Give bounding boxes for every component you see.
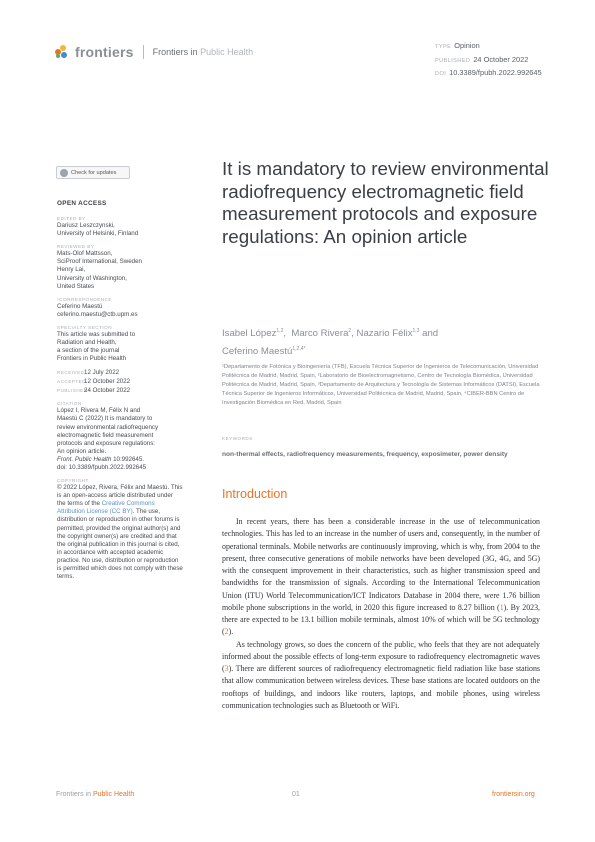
paragraph: In recent years, there has been a considerable increase in the use of telecommunication technologies. This has led to an increase in the number of users and, consequently, in the number of operational terminals. Mobile networks are continuously improving, which is why, from 2004 to the present, three consecutive generations of mobile networks have been developed (3G, 4G, and 5G) with the consequent improvement in their characteristics, such as higher transmission speed and bandwidths for the transmission of signals. According to the International Telecommunication Union (ITU) World Telecommunication/ICT Indicators Database in 2004 there, were 1.76 billion mobile phone subscriptions in the world, in 2020 this figure increased to 8.27 billion (1). By 2023, there are expected to be 13.1 billion mobile terminals, almost 10% of which will be 5G technology (2).: [222, 517, 540, 637]
copyright: © 2022 López, Rivera, Félix and Maestú. This is an open-access article distributed under the terms of the Creative Commons Attribution License (CC BY). The use, distribution or reproduction in other forums is permitted, provided the original author(s) and the copyright owner(s) are credited and that the original publication in this journal is cited, in accordance with accepted academic practice. No use, distribution or reproduction is permitted which does not comply with these terms.: [57, 484, 183, 581]
article-meta: [435, 40, 542, 81]
article-title: It is mandatory to review environmental radiofrequency electromagnetic field measurement protocols and exposure regulations: An opinion article: [222, 158, 549, 247]
page-number: 01: [292, 791, 300, 798]
author: Ceferino Maestú: [222, 345, 293, 357]
open-access-label: OPEN ACCESS: [57, 200, 107, 207]
edited-by: Dariusz Leszczynski, University of Helsinki, Finland: [57, 222, 139, 238]
meta-type: TYPE Opinion: [435, 41, 480, 50]
reviewed-by: Mats-Olof Mattsson, SciProof International, Sweden Henry Lai, University of Washington, United States: [57, 250, 142, 290]
paragraph: As technology grows, so does the concern of the public, who feels that they are not adequately informed about the possible effects of long-term exposure to radiofrequency electromagnetic waves (3). There are different sources of radiofrequency electromagnetic field radiation like base stations that allow communication between wireless devices. These base stations are located outdoors on the rooftops of buildings, and indoors like routers, laptops, and mobile phones, using wireless communication technologies such as Bluetooth or WiFi.: [222, 639, 540, 710]
specialty-section: This article was submitted to Radiation and Health, a section of the journal Frontiers in Public Health: [57, 330, 136, 363]
logo-divider: [143, 45, 144, 59]
keywords: non-thermal effects, radiofrequency measurements, frequency, exposimeter, power density: [222, 451, 508, 458]
meta-published: PUBLISHED 24 October 2022: [435, 54, 529, 64]
author: Marco Rivera: [291, 328, 349, 340]
citation-doi[interactable]: doi: 10.3389/fpubh.2022.992645: [57, 463, 147, 471]
correspondence: Ceferino Maestú ceferino.maestu@ctb.upm.es: [57, 303, 183, 319]
keywords-label: KEYWORDS: [222, 436, 253, 441]
meta-doi: DOI 10.3389/fpubh.2022.992645: [435, 68, 542, 78]
footer-journal: Frontiers in Public Health: [56, 791, 135, 798]
cc-by-license-link[interactable]: Creative Commons Attribution License (CC BY): [57, 500, 155, 516]
frontiers-logo[interactable]: [55, 44, 253, 60]
logo-text: frontiers: [75, 44, 134, 60]
reference-link[interactable]: 1: [499, 602, 504, 612]
author: Isabel López: [222, 328, 277, 340]
footer-site-link[interactable]: frontiersin.org: [492, 791, 535, 798]
reference-link[interactable]: 2: [224, 627, 229, 637]
affiliations: ¹Departamento de Fotónica y Bioingeniería (TFB), Escuela Técnica Superior de Ingenieros de Telecomunicación, Universidad Politécnica de Madrid, Madrid, Spain, ²Laboratorio de Bioelectromagnetismo, Centro de Tecnología Biomédica, Universidad Politécnica de Madrid, Madrid, Spain, ³Departamento de Arquitectura y Tecnología de Sistemas Informáticos (DATSI), Escuela Técnica Superior de Ingenieros Informáticos, Universidad Politécnica de Madrid, Madrid, Spain, ⁴CIBER-BBN Centro de Investigación Biomédica en Red, Madrid, Spain: [222, 364, 540, 407]
author: Nazario Félix: [356, 328, 413, 340]
correspondence-email[interactable]: ceferino.maestu@ctb.upm.es: [57, 310, 138, 318]
dates: RECEIVED12 July 2022 ACCEPTED12 October 2022 PUBLISHED24 October 2022: [57, 369, 131, 395]
section-heading: Introduction: [222, 487, 288, 501]
journal-name: Frontiers in Public Health: [152, 47, 254, 57]
check-updates-icon: [60, 169, 68, 177]
article-body: [222, 516, 540, 712]
frontiers-logo-icon: [55, 45, 69, 59]
check-for-updates-button[interactable]: Check for updates: [56, 166, 130, 179]
reference-link[interactable]: 3: [224, 664, 229, 673]
sidebar-info: OPEN ACCESS EDITED BY Dariusz Leszczynski, University of Helsinki, Finland REVIEWED BY Mats-Olof Mattsson, SciProof International, Sweden Henry Lai, University of Washington, United States *CORRESPONDENCE Ceferino Maestú ceferino.maestu@ctb.upm.es SPECIALTY SECTION This article was submitted to Radiation and Health, a section of the journal Frontiers in Public Health RECEIVED12 July 2022 ACCEPTED12 October 2022 PUBLISHED24 October 2022 CITATION López I, Rivera M, Félix N and Maestú C (2022) It is mandatory to review environmental radiofrequency electromagnetic field measurement protocols and exposure regulations: An opinion article. Front. Public Health 10:992645. doi: 10.3389/fpubh.2022.992645 COPYRIGHT © 2022 López, Rivera, Félix and Maestú. This is an open-access article distributed under the terms of the Creative Commons Attribution License (CC BY). The use, distribution or reproduction in other forums is permitted, provided the original author(s) and the copyright owner(s) are credited and that the original publication in this journal is cited, in accordance with accepted academic practice. No use, distribution or reproduction is permitted which does not comply with these terms.: [57, 200, 183, 581]
author-list: Isabel López$^{1,2}$, Marco Rivera$^2$, Nazario Félix$^{1,3}$ and Ceferino Maestú$^{1,2,4*}$: [222, 328, 439, 357]
citation: López I, Rivera M, Félix N and Maestú C (2022) It is mandatory to review environmental radiofrequency electromagnetic field measurement protocols and exposure regulations: An opinion article. Front. Public Health 10:992645. doi: 10.3389/fpubh.2022.992645: [57, 407, 183, 472]
